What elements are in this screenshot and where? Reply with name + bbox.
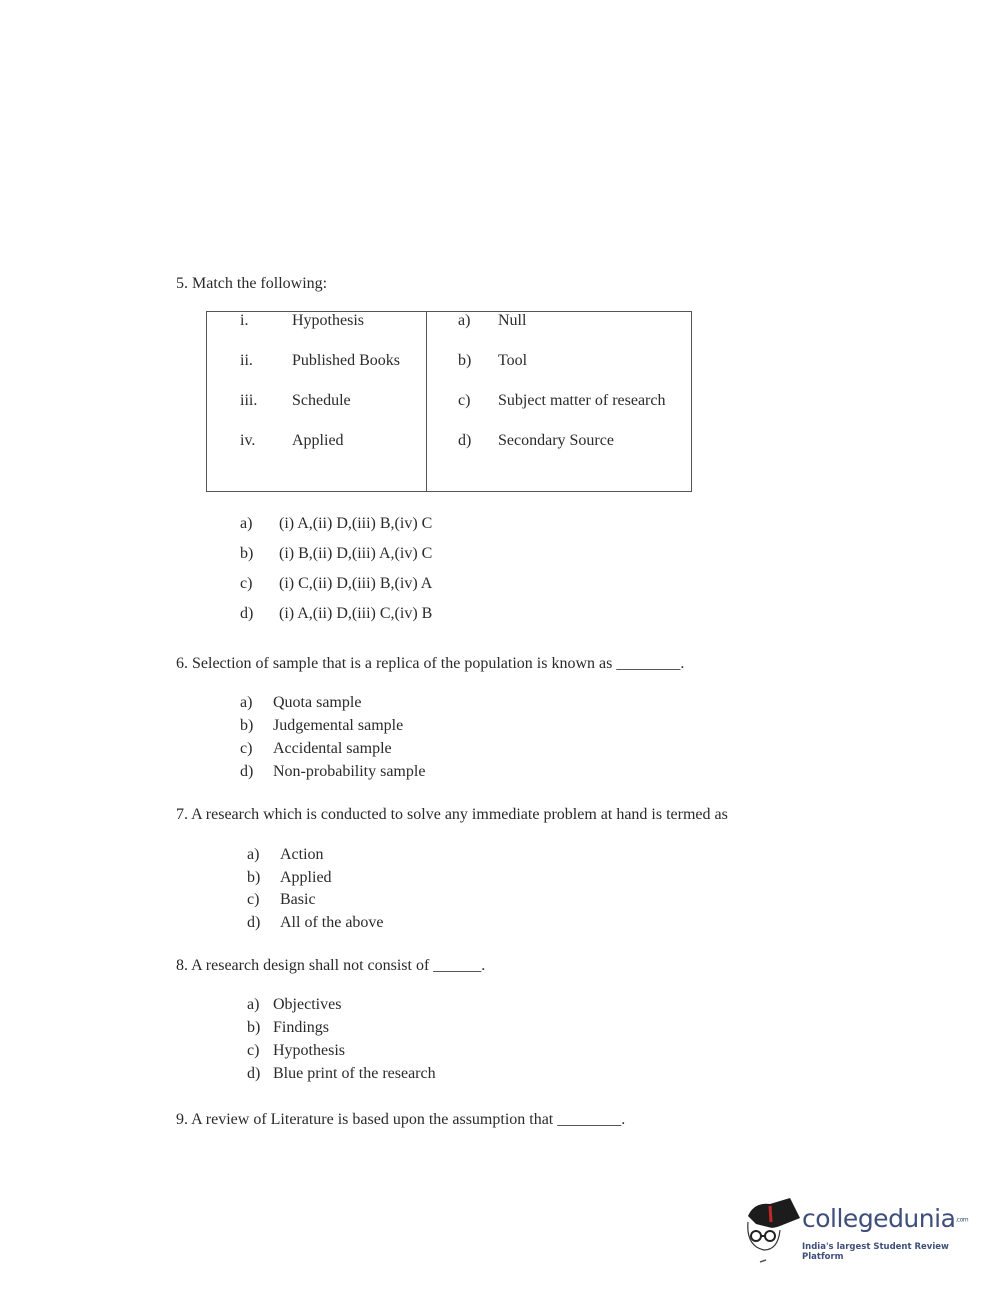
option-text: Judgemental sample	[273, 717, 404, 734]
option-label: c)	[247, 891, 260, 908]
match-table-divider	[426, 311, 427, 491]
option-text: Objectives	[273, 996, 342, 1013]
option-label: a)	[240, 515, 253, 532]
option-label: d)	[240, 605, 254, 622]
option-text: (i) C,(ii) D,(iii) B,(iv) A	[279, 575, 433, 592]
option-text: Applied	[280, 869, 332, 886]
collegedunia-logo	[740, 1196, 970, 1266]
option-text: Blue print of the research	[273, 1065, 436, 1082]
option-label: a)	[247, 846, 260, 863]
option-label: c)	[247, 1042, 260, 1059]
brand-tagline: India's largest Student Review Platform	[802, 1242, 949, 1262]
option-text: Hypothesis	[273, 1042, 345, 1059]
left-num: i.	[240, 312, 249, 329]
right-num: b)	[458, 352, 472, 369]
option-text: (i) B,(ii) D,(iii) A,(iv) C	[279, 545, 433, 562]
option-text: (i) A,(ii) D,(iii) C,(iv) B	[279, 605, 433, 622]
right-num: a)	[458, 312, 471, 329]
option-label: d)	[247, 1065, 261, 1082]
right-item: Tool	[498, 352, 528, 369]
question-5: 5. Match the following:	[176, 275, 328, 292]
left-item: Published Books	[292, 352, 401, 369]
question-9: 9. A review of Literature is based upon the assumption that ________.	[176, 1111, 626, 1128]
left-item: Hypothesis	[292, 312, 364, 329]
option-label: b)	[240, 717, 254, 734]
brand-name: collegedunia	[802, 1204, 956, 1233]
option-label: c)	[240, 740, 253, 757]
right-item: Null	[498, 312, 527, 329]
left-num: iv.	[240, 432, 256, 449]
question-7: 7. A research which is conducted to solve any immediate problem at hand is termed as	[176, 806, 728, 823]
right-num: c)	[458, 392, 471, 409]
option-label: b)	[247, 1019, 261, 1036]
left-num: iii.	[240, 392, 258, 409]
option-text: Action	[280, 846, 324, 863]
option-text: Accidental sample	[273, 740, 392, 757]
question-6: 6. Selection of sample that is a replica of the population is known as ________.	[176, 655, 685, 672]
left-item: Applied	[292, 432, 344, 449]
left-num: ii.	[240, 352, 253, 369]
brand-suffix: .com	[955, 1216, 969, 1224]
option-label: b)	[240, 545, 254, 562]
option-label: b)	[247, 869, 261, 886]
option-text: Basic	[280, 891, 316, 908]
right-item: Subject matter of research	[498, 392, 666, 409]
option-label: d)	[240, 763, 254, 780]
option-text: Non-probability sample	[273, 763, 426, 780]
option-text: All of the above	[280, 914, 384, 931]
option-text: Quota sample	[273, 694, 362, 711]
right-num: d)	[458, 432, 472, 449]
option-text: (i) A,(ii) D,(iii) B,(iv) C	[279, 515, 433, 532]
option-label: a)	[247, 996, 260, 1013]
option-label: d)	[247, 914, 261, 931]
option-label: c)	[240, 575, 253, 592]
mascot-icon	[740, 1196, 800, 1266]
left-item: Schedule	[292, 392, 351, 409]
right-item: Secondary Source	[498, 432, 614, 449]
question-8: 8. A research design shall not consist of ______.	[176, 957, 486, 974]
option-text: Findings	[273, 1019, 330, 1036]
option-label: a)	[240, 694, 253, 711]
